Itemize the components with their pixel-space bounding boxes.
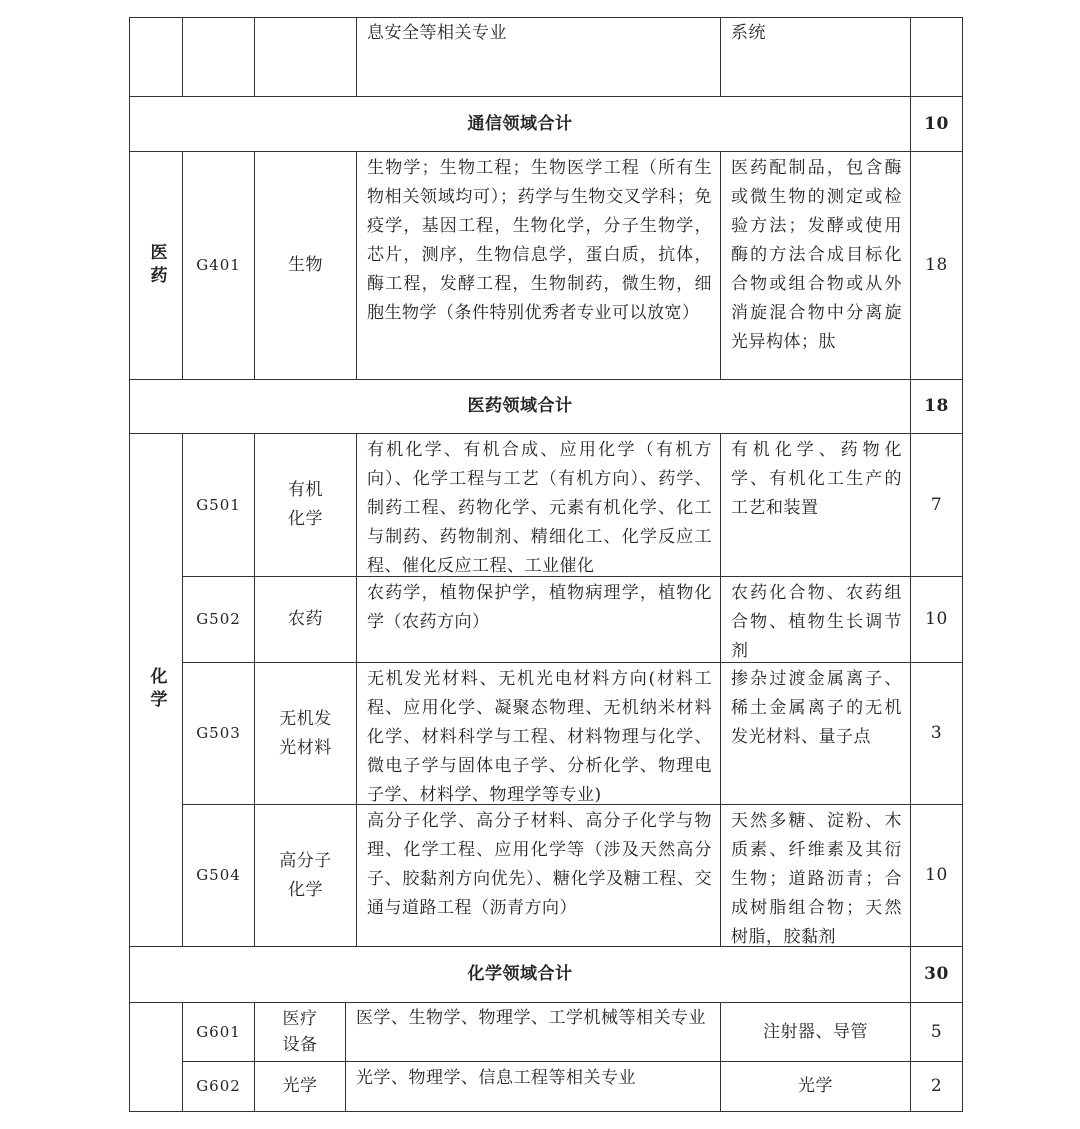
product-cell: 农药化合物、农药组合物、植物生长调节剂 xyxy=(731,583,902,661)
subtotal-label: 化学领域合计 xyxy=(467,964,573,984)
name-cell: 有机 化学 xyxy=(288,480,323,529)
name-cell: 医疗 设备 xyxy=(282,1009,318,1055)
count-cell: 2 xyxy=(930,1076,943,1096)
spec-cell: 息安全等相关专业 xyxy=(367,23,507,43)
code-cell: G602 xyxy=(196,1077,241,1095)
spec-cell: 生物学；生物工程；生物医学工程（所有生物相关领域均可）；药学与生物交叉学科；免疫学，基因工程，生物化学，分子生物学，芯片，测序，生物信息学，蛋白质，抗体，酶工程，发酵工程，生物制药，微生物，细胞生物学（条件特别优秀者专业可以放宽） xyxy=(367,158,712,323)
spec-cell: 高分子化学、高分子材料、高分子化学与物理、化学工程、应用化学等（涉及天然高分子、胶黏剂方向优先）、糖化学及糖工程、交通与道路工程（沥青方向） xyxy=(367,811,712,918)
product-cell: 天然多糖、淀粉、木质素、纤维素及其衍生物；道路沥青；合成树脂组合物；天然树脂，胶黏剂 xyxy=(731,811,902,947)
code-cell: G504 xyxy=(196,866,241,884)
subtotal-value: 18 xyxy=(924,396,949,416)
code-cell: G401 xyxy=(196,256,241,274)
subtotal-value: 10 xyxy=(924,113,949,134)
spec-cell: 光学、物理学、信息工程等相关专业 xyxy=(356,1068,636,1088)
col-divider xyxy=(182,17,183,96)
code-cell: G502 xyxy=(196,610,241,628)
col-divider xyxy=(254,17,255,96)
spec-cell: 农药学，植物保护学，植物病理学，植物化学（农药方向） xyxy=(367,583,712,632)
count-cell: 7 xyxy=(930,494,943,515)
count-cell: 18 xyxy=(925,255,948,275)
product-cell: 系统 xyxy=(731,23,766,43)
name-cell: 生物 xyxy=(288,255,323,275)
name-cell: 高分子 化学 xyxy=(279,850,332,900)
count-cell: 5 xyxy=(930,1021,943,1042)
subtotal-label: 医药领域合计 xyxy=(467,396,573,416)
name-cell: 无机发 光材料 xyxy=(279,708,332,758)
name-cell: 光学 xyxy=(282,1076,318,1096)
product-cell: 光学 xyxy=(798,1076,833,1096)
code-cell: G601 xyxy=(196,1022,241,1041)
table-border-right xyxy=(962,17,963,1112)
subtotal-value: 30 xyxy=(924,964,949,984)
count-cell: 3 xyxy=(930,723,943,743)
name-cell: 农药 xyxy=(288,609,323,629)
subtotal-label: 通信领域合计 xyxy=(467,113,573,134)
code-cell: G501 xyxy=(196,495,241,514)
spec-cell: 有机化学、有机合成、应用化学（有机方向）、化学工程与工艺（有机方向）、药学、制药工程、药物化学、元素有机化学、化工与制药、药物制剂、精细化工、化学反应工程、催化反应工程、工业催化 xyxy=(367,440,712,576)
code-cell: G503 xyxy=(196,724,241,742)
count-cell: 10 xyxy=(925,609,948,629)
product-cell: 有机化学、药物化学、有机化工生产的工艺和装置 xyxy=(731,440,902,518)
spec-cell: 无机发光材料、无机光电材料方向(材料工程、应用化学、凝聚态物理、无机纳米材料化学、材料科学与工程、材料物理与化学、微电子学与固体电子学、分析化学、物理电子学、材料学、物理学等专业) xyxy=(367,669,712,805)
product-cell: 掺杂过渡金属离子、稀土金属离子的无机发光材料、量子点 xyxy=(731,669,902,747)
domain-cell: 化学 xyxy=(146,667,167,713)
product-cell: 注射器、导管 xyxy=(763,1021,868,1042)
product-cell: 医药配制品，包含酶或微生物的测定或检验方法；发酵或使用酶的方法合成目标化合物或组合物或从外消旋混合物中分离旋光异构体；肽 xyxy=(731,158,902,352)
domain-cell: 医药 xyxy=(146,242,167,289)
count-cell: 10 xyxy=(925,865,948,885)
spec-cell: 医学、生物学、物理学、工学机械等相关专业 xyxy=(356,1008,706,1028)
